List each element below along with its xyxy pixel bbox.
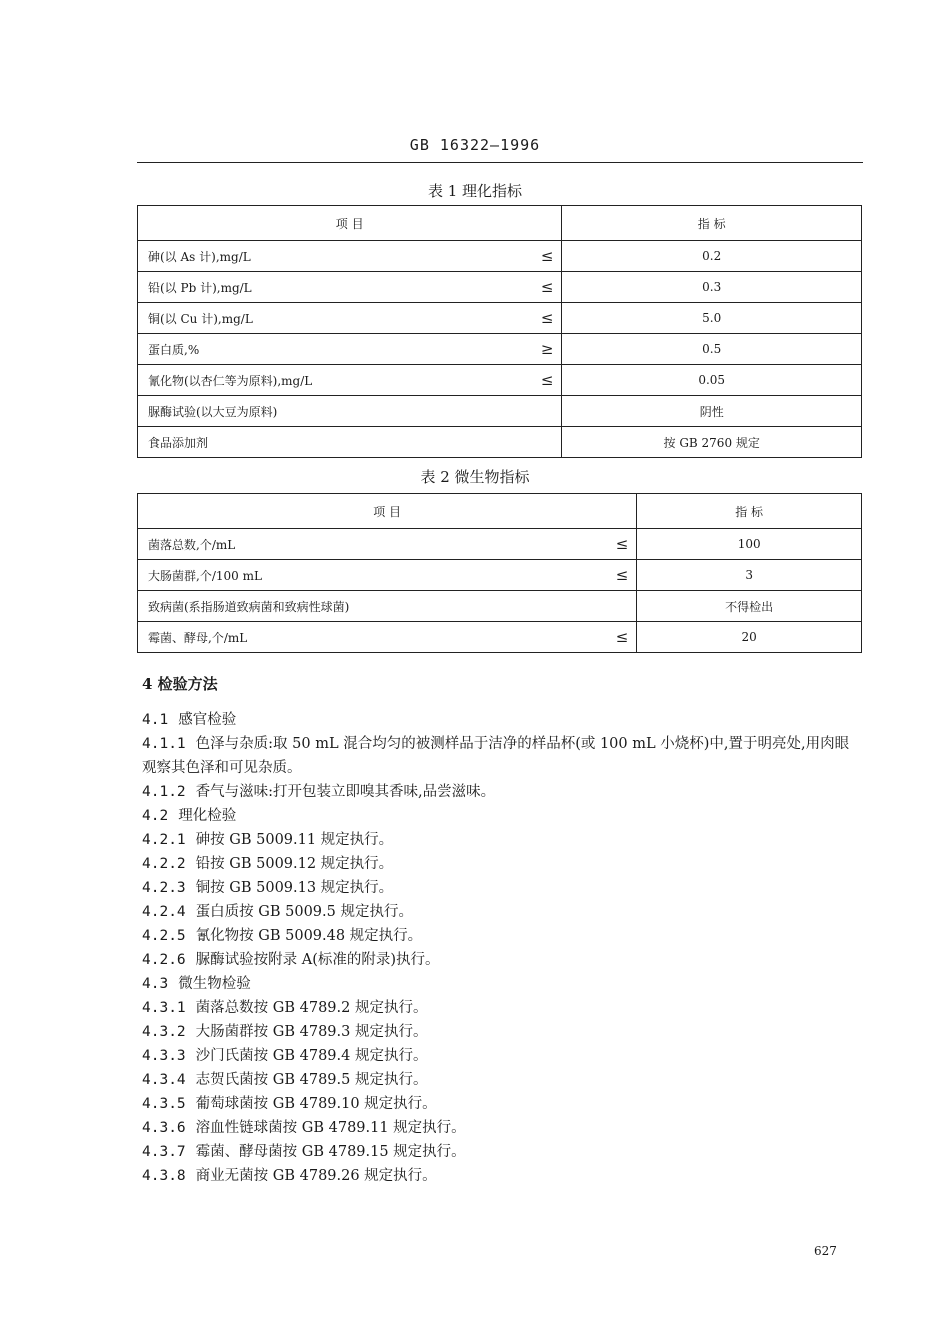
clause-number: 4.3.7 xyxy=(142,1144,186,1160)
row-comparison-symbol: ≤ xyxy=(540,247,554,265)
row-value: 0.05 xyxy=(562,365,862,396)
clause-number: 4.2.5 xyxy=(142,928,186,944)
clause-text: 志贺氏菌按 GB 4789.5 规定执行。 xyxy=(195,1072,428,1088)
clause-number: 4.1.2 xyxy=(142,784,186,800)
clause-number: 4.3.6 xyxy=(142,1120,186,1136)
clause-number: 4.3.2 xyxy=(142,1024,186,1040)
table-microbiological xyxy=(137,493,862,653)
section-heading: 4 检验方法 xyxy=(142,675,218,693)
header-rule xyxy=(137,162,863,163)
row-item-cell xyxy=(138,622,637,653)
row-item: 食品添加剂 xyxy=(148,435,209,450)
clause-number: 4.2.3 xyxy=(142,880,186,896)
clause-text: 香气与滋味:打开包装立即嗅其香味,品尝滋味。 xyxy=(195,784,496,800)
table-row xyxy=(138,560,862,591)
row-value: 20 xyxy=(637,622,862,653)
row-value: 5.0 xyxy=(562,303,862,334)
row-item-cell xyxy=(138,591,637,622)
table2-caption: 表 2 微生物指标 xyxy=(420,468,530,486)
clause-text: 沙门氏菌按 GB 4789.4 规定执行。 xyxy=(195,1048,428,1064)
table-physicochemical xyxy=(137,205,862,458)
row-comparison-symbol: ≤ xyxy=(615,535,629,553)
clause-text: 砷按 GB 5009.11 规定执行。 xyxy=(195,832,394,848)
list-item xyxy=(142,1092,862,1116)
table-row xyxy=(138,272,862,303)
list-item xyxy=(142,852,862,876)
row-value: 0.3 xyxy=(562,272,862,303)
table-row xyxy=(138,334,862,365)
row-item: 脲酶试验(以大豆为原料) xyxy=(148,404,278,419)
table1-caption: 表 1 理化指标 xyxy=(427,182,523,200)
table-row xyxy=(138,396,862,427)
row-item-cell xyxy=(138,396,562,427)
clause-text: 铅按 GB 5009.12 规定执行。 xyxy=(195,856,394,872)
clause-text: 蛋白质按 GB 5009.5 规定执行。 xyxy=(195,904,413,920)
list-item xyxy=(142,876,862,900)
row-item: 大肠菌群,个/100 mL xyxy=(148,568,262,583)
table-row xyxy=(138,529,862,560)
list-item xyxy=(142,828,862,852)
row-value: 0.2 xyxy=(562,241,862,272)
clause-text: 霉菌、酵母菌按 GB 4789.15 规定执行。 xyxy=(195,1144,466,1160)
list-item xyxy=(142,780,862,804)
table1-header-row xyxy=(138,206,862,241)
row-value: 100 xyxy=(637,529,862,560)
row-item: 蛋白质,% xyxy=(148,342,200,357)
clause-text: 脲酶试验按附录 A(标准的附录)执行。 xyxy=(195,952,440,968)
clause-text: 色泽与杂质:取 50 mL 混合均匀的被测样品于洁净的样品杯(或 100 mL 小烧杯)中,置于明亮处,用肉眼观察其色泽和可见杂质。 xyxy=(142,736,850,776)
clause-text: 大肠菌群按 GB 4789.3 规定执行。 xyxy=(195,1024,428,1040)
clause-number: 4.3.4 xyxy=(142,1072,186,1088)
row-item-cell xyxy=(138,272,562,303)
clause-text: 氰化物按 GB 5009.48 规定执行。 xyxy=(195,928,423,944)
row-comparison-symbol: ≥ xyxy=(540,340,554,358)
table2-col-value: 指 标 xyxy=(637,494,862,529)
table-row xyxy=(138,241,862,272)
page-header-title: GB 16322—1996 xyxy=(409,136,541,154)
row-item: 砷(以 As 计),mg/L xyxy=(148,249,251,264)
list-item xyxy=(142,1068,862,1092)
clause-text: 理化检验 xyxy=(178,808,237,824)
row-item-cell xyxy=(138,560,637,591)
row-value: 3 xyxy=(637,560,862,591)
clause-number: 4.3.5 xyxy=(142,1096,186,1112)
table1-col-value: 指 标 xyxy=(562,206,862,241)
list-item xyxy=(142,732,862,780)
table-row xyxy=(138,622,862,653)
clause-number: 4.2.6 xyxy=(142,952,186,968)
list-item xyxy=(142,924,862,948)
row-comparison-symbol: ≤ xyxy=(615,628,629,646)
list-item xyxy=(142,1140,862,1164)
clause-text: 溶血性链球菌按 GB 4789.11 规定执行。 xyxy=(195,1120,466,1136)
section-4-items xyxy=(142,708,862,1188)
row-item: 铅(以 Pb 计),mg/L xyxy=(148,280,252,295)
clause-number: 4.2.1 xyxy=(142,832,186,848)
row-item-cell xyxy=(138,334,562,365)
row-value: 阴性 xyxy=(562,396,862,427)
list-item xyxy=(142,1020,862,1044)
clause-text: 铜按 GB 5009.13 规定执行。 xyxy=(195,880,394,896)
table-row xyxy=(138,427,862,458)
row-item: 霉菌、酵母,个/mL xyxy=(148,630,248,645)
row-item-cell xyxy=(138,303,562,334)
row-comparison-symbol: ≤ xyxy=(615,566,629,584)
row-value: 不得检出 xyxy=(637,591,862,622)
section-4 xyxy=(142,672,862,1188)
clause-text: 感官检验 xyxy=(178,712,237,728)
row-item: 铜(以 Cu 计),mg/L xyxy=(148,311,253,326)
clause-number: 4.2.4 xyxy=(142,904,186,920)
list-item xyxy=(142,804,862,828)
clause-number: 4.3.8 xyxy=(142,1168,186,1184)
clause-number: 4.3 xyxy=(142,976,169,992)
row-comparison-symbol: ≤ xyxy=(540,278,554,296)
clause-text: 商业无菌按 GB 4789.26 规定执行。 xyxy=(195,1168,437,1184)
row-item-cell xyxy=(138,365,562,396)
table-row xyxy=(138,591,862,622)
clause-text: 菌落总数按 GB 4789.2 规定执行。 xyxy=(195,1000,428,1016)
list-item xyxy=(142,996,862,1020)
row-comparison-symbol: ≤ xyxy=(540,309,554,327)
table2-header-row xyxy=(138,494,862,529)
row-comparison-symbol: ≤ xyxy=(540,371,554,389)
row-item: 致病菌(系指肠道致病菌和致病性球菌) xyxy=(148,599,350,614)
row-item-cell xyxy=(138,241,562,272)
list-item xyxy=(142,708,862,732)
row-item: 菌落总数,个/mL xyxy=(148,537,236,552)
list-item xyxy=(142,948,862,972)
clause-text: 微生物检验 xyxy=(178,976,251,992)
clause-number: 4.3.1 xyxy=(142,1000,186,1016)
page-number: 627 xyxy=(814,1244,837,1258)
clause-number: 4.2.2 xyxy=(142,856,186,872)
table1-col-item: 项 目 xyxy=(138,206,562,241)
list-item xyxy=(142,1164,862,1188)
row-item-cell xyxy=(138,529,637,560)
row-value: 按 GB 2760 规定 xyxy=(562,427,862,458)
table-row xyxy=(138,365,862,396)
clause-number: 4.2 xyxy=(142,808,169,824)
table-row xyxy=(138,303,862,334)
clause-number: 4.3.3 xyxy=(142,1048,186,1064)
row-value: 0.5 xyxy=(562,334,862,365)
clause-text: 葡萄球菌按 GB 4789.10 规定执行。 xyxy=(195,1096,437,1112)
list-item xyxy=(142,900,862,924)
table2-col-item: 项 目 xyxy=(138,494,637,529)
list-item xyxy=(142,1116,862,1140)
clause-number: 4.1 xyxy=(142,712,169,728)
clause-number: 4.1.1 xyxy=(142,736,186,752)
row-item: 氰化物(以杏仁等为原料),mg/L xyxy=(148,373,313,388)
row-item-cell xyxy=(138,427,562,458)
list-item xyxy=(142,972,862,996)
list-item xyxy=(142,1044,862,1068)
